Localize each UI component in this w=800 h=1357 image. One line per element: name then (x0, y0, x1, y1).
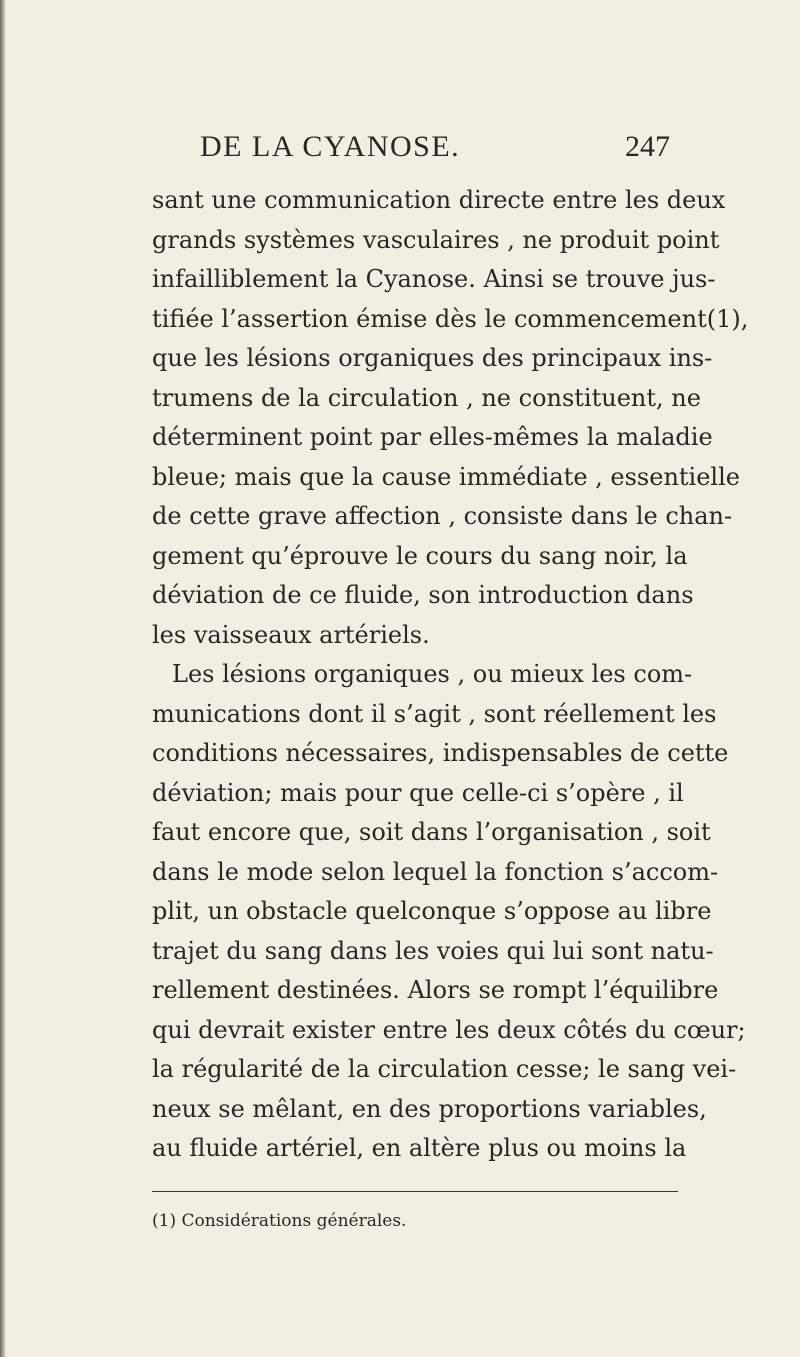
text-line: plit, un obstacle quelconque s’oppose au libre (152, 897, 712, 925)
text-line: rellement destinées. Alors se rompt l’équilibre (152, 976, 719, 1004)
page-number: 247 (625, 130, 670, 163)
text-line: infailliblement la Cyanose. Ainsi se trouve jus- (152, 265, 716, 293)
footnote-rule (152, 1191, 678, 1192)
text-line: au fluide artériel, en altère plus ou moins la (152, 1134, 687, 1162)
running-title: DE LA CYANOSE. (200, 130, 461, 163)
text-line: la régularité de la circulation cesse; le sang vei- (152, 1055, 737, 1083)
page-header (200, 130, 670, 170)
text-line: conditions nécessaires, indispensables de cette (152, 739, 729, 767)
text-line: gement qu’éprouve le cours du sang noir, la (152, 541, 688, 570)
text-line: de cette grave affection , consiste dans le chan- (152, 502, 733, 530)
text-line: grands systèmes vasculaires , ne produit point (152, 225, 720, 254)
body-text (152, 181, 749, 1169)
paragraph-start-line: Les lésions organiques , ou mieux les com- (172, 660, 693, 688)
text-line: tifiée l’assertion émise dès le commencement(1), (152, 304, 749, 333)
text-line: neux se mêlant, en des proportions variables, (152, 1094, 707, 1123)
text-line: munications dont il s’agit , sont réellement les (152, 699, 717, 728)
text-line: trumens de la circulation , ne constituent, ne (152, 383, 701, 412)
text-line: déterminent point par elles-mêmes la maladie (152, 423, 713, 451)
text-line: déviation de ce fluide, son introduction dans (152, 581, 694, 609)
text-line: dans le mode selon lequel la fonction s’accom- (152, 857, 719, 886)
text-line: sant une communication directe entre les deux (152, 186, 726, 214)
paragraph-end-line: les vaisseaux artériels. (152, 620, 430, 649)
text-line: faut encore que, soit dans l’organisation , soit (152, 818, 711, 846)
text-line: déviation; mais pour que celle-ci s’opère , il (152, 778, 684, 807)
footnote: (1) Considérations générales. (152, 1211, 407, 1231)
page-binding-edge (0, 0, 6, 1357)
text-line: qui devrait exister entre les deux côtés du cœur; (152, 1015, 746, 1044)
text-line: trajet du sang dans les voies qui lui sont natu- (152, 936, 714, 965)
text-line: que les lésions organiques des principaux ins- (152, 344, 713, 372)
text-line: bleue; mais que la cause immédiate , essentielle (152, 462, 740, 491)
